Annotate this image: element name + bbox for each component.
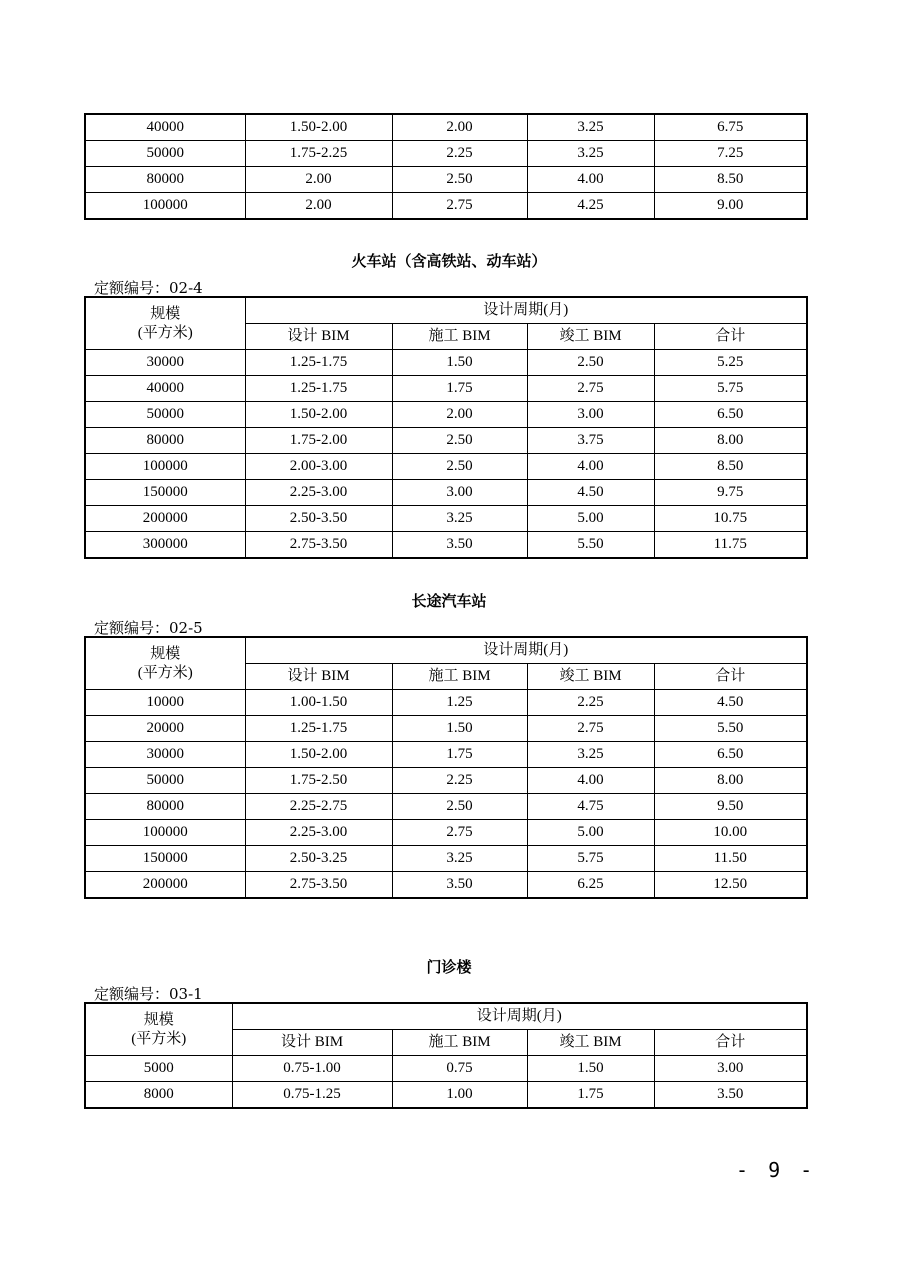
scale-unit: (平方米)	[137, 664, 193, 681]
table-cell: 5.75	[527, 846, 654, 872]
scale-header	[85, 1003, 232, 1056]
page-number: - 9 -	[736, 1158, 817, 1182]
table-cell: 4.50	[654, 690, 807, 716]
design-bim-header: 设计 BIM	[245, 664, 392, 690]
table-cell: 8.50	[654, 167, 807, 193]
table-row	[85, 768, 807, 794]
completion-bim-header: 竣工 BIM	[527, 1030, 654, 1056]
table-cell: 1.75-2.00	[245, 428, 392, 454]
table-cell: 5.00	[527, 506, 654, 532]
period-header: 设计周期(月)	[232, 1003, 807, 1030]
table-cell: 2.25	[527, 690, 654, 716]
bus-station-table	[84, 636, 808, 899]
table-cell: 100000	[85, 454, 245, 480]
scale-label: 规模	[150, 305, 181, 322]
table-cell: 6.75	[654, 114, 807, 141]
table-cell: 4.00	[527, 454, 654, 480]
table-row	[85, 846, 807, 872]
scale-unit: (平方米)	[131, 1030, 187, 1047]
table-cell: 10000	[85, 690, 245, 716]
table-cell: 2.50	[392, 794, 527, 820]
table-cell: 2.50	[392, 428, 527, 454]
table-row	[85, 350, 807, 376]
table-cell: 8.00	[654, 768, 807, 794]
table-cell: 1.25	[392, 690, 527, 716]
table-cell: 5.50	[654, 716, 807, 742]
table-cell: 2.75	[527, 716, 654, 742]
table-cell: 6.25	[527, 872, 654, 899]
table-cell: 7.25	[654, 141, 807, 167]
table-cell: 100000	[85, 193, 245, 220]
table-cell: 1.75	[392, 376, 527, 402]
table-cell: 4.00	[527, 167, 654, 193]
table-cell: 30000	[85, 350, 245, 376]
table-cell: 9.75	[654, 480, 807, 506]
table-cell: 5.50	[527, 532, 654, 559]
period-header: 设计周期(月)	[245, 297, 807, 324]
table-row	[85, 820, 807, 846]
table-cell: 2.75-3.50	[245, 872, 392, 899]
table-cell: 40000	[85, 114, 245, 141]
total-header: 合计	[654, 1030, 807, 1056]
construction-bim-header: 施工 BIM	[392, 1030, 527, 1056]
scale-label: 规模	[150, 645, 181, 662]
scale-label: 规模	[143, 1011, 174, 1028]
table-cell: 3.50	[392, 872, 527, 899]
table-cell: 50000	[85, 768, 245, 794]
table-cell: 2.75	[392, 820, 527, 846]
scale-unit: (平方米)	[137, 324, 193, 341]
table-cell: 2.25	[392, 768, 527, 794]
table-row	[85, 141, 807, 167]
table-cell: 2.50-3.25	[245, 846, 392, 872]
table-cell: 50000	[85, 141, 245, 167]
table-cell: 2.00	[392, 402, 527, 428]
outpatient-building-table	[84, 1002, 808, 1109]
table-cell: 2.25-3.00	[245, 480, 392, 506]
table-cell: 8.50	[654, 454, 807, 480]
table-cell: 2.75	[392, 193, 527, 220]
table-cell: 1.50-2.00	[245, 402, 392, 428]
table-cell: 2.25-2.75	[245, 794, 392, 820]
table-cell: 30000	[85, 742, 245, 768]
table-cell: 9.50	[654, 794, 807, 820]
table-row	[85, 872, 807, 899]
table-cell: 2.50	[392, 167, 527, 193]
table-row	[85, 114, 807, 141]
quota-code: 定额编号：02-5	[94, 619, 203, 637]
design-bim-header: 设计 BIM	[245, 324, 392, 350]
table-row	[85, 480, 807, 506]
table-cell: 3.00	[654, 1056, 807, 1082]
table-cell: 80000	[85, 428, 245, 454]
table-cell: 3.25	[527, 141, 654, 167]
table-row	[85, 1056, 807, 1082]
table-cell: 2.75	[527, 376, 654, 402]
design-bim-header: 设计 BIM	[232, 1030, 392, 1056]
table-cell: 5.25	[654, 350, 807, 376]
table-cell: 3.25	[392, 506, 527, 532]
train-station-table	[84, 296, 808, 559]
table-cell: 2.50-3.50	[245, 506, 392, 532]
table-row	[85, 506, 807, 532]
section-title: 长途汽车站	[411, 592, 487, 610]
table-cell: 3.00	[527, 402, 654, 428]
table-row	[85, 690, 807, 716]
table-cell: 0.75	[392, 1056, 527, 1082]
table-row	[85, 532, 807, 559]
table-cell: 1.25-1.75	[245, 350, 392, 376]
table-row	[85, 794, 807, 820]
table-cell: 10.75	[654, 506, 807, 532]
table-cell: 50000	[85, 402, 245, 428]
table-cell: 2.50	[527, 350, 654, 376]
table-cell: 1.50	[392, 716, 527, 742]
table-row	[85, 167, 807, 193]
table-row	[85, 454, 807, 480]
table-cell: 6.50	[654, 742, 807, 768]
table-cell: 1.75-2.25	[245, 141, 392, 167]
table-cell: 80000	[85, 167, 245, 193]
table-cell: 1.75	[527, 1082, 654, 1109]
scale-header	[85, 637, 245, 690]
table-cell: 1.75-2.50	[245, 768, 392, 794]
table-cell: 3.50	[392, 532, 527, 559]
table-cell: 1.25-1.75	[245, 716, 392, 742]
table-cell: 300000	[85, 532, 245, 559]
table-row	[85, 193, 807, 220]
table-cell: 4.50	[527, 480, 654, 506]
table-cell: 9.00	[654, 193, 807, 220]
section-title: 门诊楼	[426, 958, 472, 976]
table-cell: 2.50	[392, 454, 527, 480]
table-row	[85, 402, 807, 428]
quota-code: 定额编号：02-4	[94, 279, 203, 297]
table-cell: 1.50-2.00	[245, 114, 392, 141]
table-cell: 2.25	[392, 141, 527, 167]
total-header: 合计	[654, 324, 807, 350]
table-cell: 10.00	[654, 820, 807, 846]
table-cell: 11.50	[654, 846, 807, 872]
table-cell: 4.00	[527, 768, 654, 794]
table-cell: 4.25	[527, 193, 654, 220]
table-row	[85, 428, 807, 454]
table-cell: 11.75	[654, 532, 807, 559]
table-cell: 2.00	[245, 193, 392, 220]
table-cell: 20000	[85, 716, 245, 742]
table-cell: 5000	[85, 1056, 232, 1082]
table-cell: 1.75	[392, 742, 527, 768]
table-cell: 0.75-1.00	[232, 1056, 392, 1082]
construction-bim-header: 施工 BIM	[392, 664, 527, 690]
continued-table	[84, 113, 808, 220]
scale-header	[85, 297, 245, 350]
quota-code: 定额编号：03-1	[94, 985, 203, 1003]
table-cell: 3.75	[527, 428, 654, 454]
table-cell: 12.50	[654, 872, 807, 899]
table-cell: 1.50	[527, 1056, 654, 1082]
table-cell: 40000	[85, 376, 245, 402]
table-cell: 200000	[85, 506, 245, 532]
section-title: 火车站（含高铁站、动车站）	[351, 252, 547, 270]
table-row	[85, 376, 807, 402]
table-cell: 3.25	[392, 846, 527, 872]
outpatient-building-table-body	[85, 1056, 807, 1109]
table-row	[85, 742, 807, 768]
table-cell: 3.00	[392, 480, 527, 506]
table-cell: 1.00-1.50	[245, 690, 392, 716]
train-station-table-body	[85, 350, 807, 559]
completion-bim-header: 竣工 BIM	[527, 664, 654, 690]
table-cell: 8000	[85, 1082, 232, 1109]
table-cell: 0.75-1.25	[232, 1082, 392, 1109]
table-cell: 200000	[85, 872, 245, 899]
total-header: 合计	[654, 664, 807, 690]
table-row	[85, 1082, 807, 1109]
table-cell: 5.00	[527, 820, 654, 846]
table-cell: 2.00	[245, 167, 392, 193]
table-cell: 8.00	[654, 428, 807, 454]
table-cell: 1.50	[392, 350, 527, 376]
table-cell: 2.00-3.00	[245, 454, 392, 480]
bus-station-table-body	[85, 690, 807, 899]
table-cell: 1.50-2.00	[245, 742, 392, 768]
continued-table-body	[85, 114, 807, 219]
table-row	[85, 716, 807, 742]
table-cell: 2.00	[392, 114, 527, 141]
completion-bim-header: 竣工 BIM	[527, 324, 654, 350]
period-header: 设计周期(月)	[245, 637, 807, 664]
construction-bim-header: 施工 BIM	[392, 324, 527, 350]
table-cell: 5.75	[654, 376, 807, 402]
table-cell: 100000	[85, 820, 245, 846]
table-cell: 80000	[85, 794, 245, 820]
table-cell: 6.50	[654, 402, 807, 428]
table-cell: 2.25-3.00	[245, 820, 392, 846]
table-cell: 3.25	[527, 742, 654, 768]
table-cell: 150000	[85, 846, 245, 872]
table-cell: 4.75	[527, 794, 654, 820]
table-cell: 2.75-3.50	[245, 532, 392, 559]
table-cell: 3.50	[654, 1082, 807, 1109]
table-cell: 150000	[85, 480, 245, 506]
table-cell: 1.00	[392, 1082, 527, 1109]
table-cell: 3.25	[527, 114, 654, 141]
table-cell: 1.25-1.75	[245, 376, 392, 402]
